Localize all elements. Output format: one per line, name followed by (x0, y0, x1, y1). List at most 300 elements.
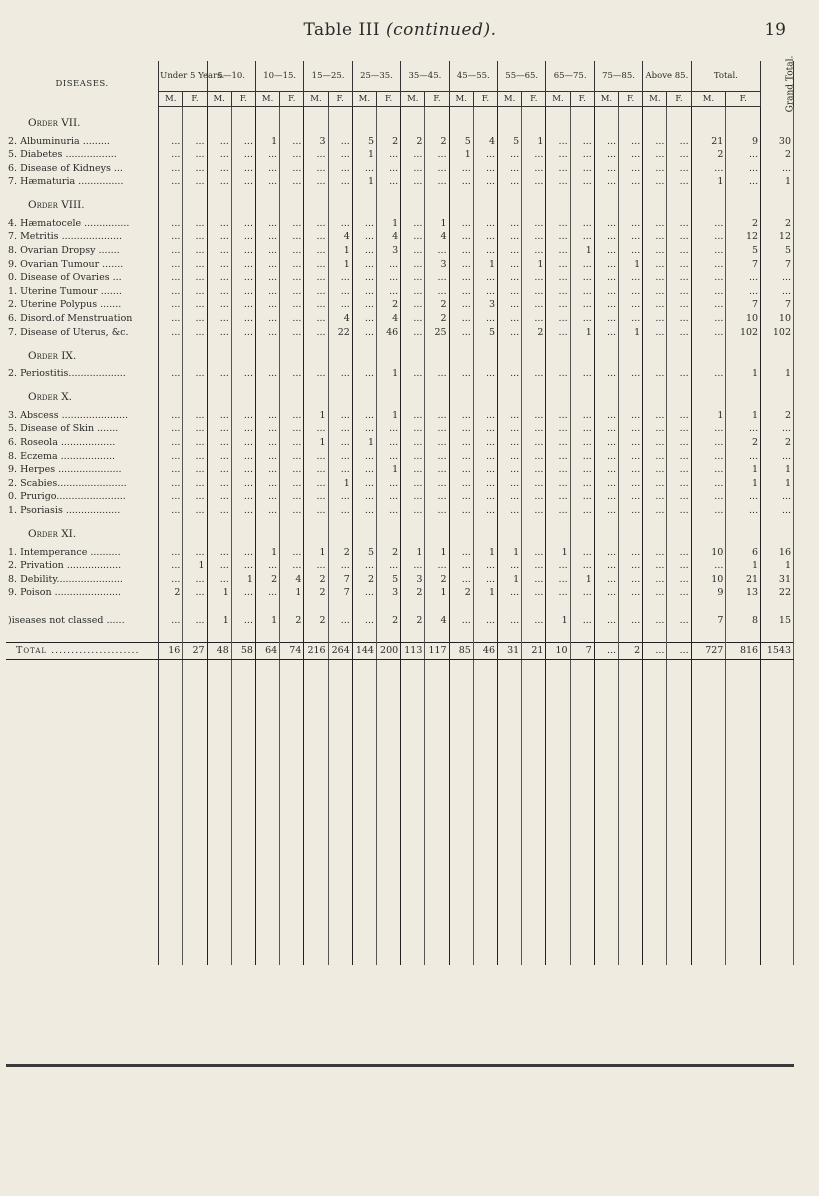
value-cell: 2 (761, 409, 794, 423)
value-cell (449, 189, 473, 217)
value-cell: ... (473, 148, 497, 162)
value-cell (643, 107, 667, 135)
value-cell: 1 (726, 463, 761, 477)
value-cell: 1 (376, 409, 400, 423)
value-cell: ... (643, 504, 667, 518)
value-cell: ... (570, 367, 594, 381)
value-cell: ... (546, 504, 570, 518)
value-cell: 10 (691, 573, 726, 587)
value-cell (594, 659, 618, 965)
disease-label: 2. Uterine Polypus ....... (6, 298, 159, 312)
value-cell: 12 (726, 230, 761, 244)
value-cell: 1 (376, 463, 400, 477)
value-cell: 2 (761, 217, 794, 231)
value-cell: ... (619, 298, 643, 312)
value-cell: ... (594, 298, 618, 312)
male-header: M. (449, 92, 473, 107)
value-cell: ... (667, 586, 691, 600)
value-cell (183, 628, 207, 643)
value-cell: ... (498, 258, 522, 272)
value-cell: ... (726, 148, 761, 162)
value-cell: ... (522, 409, 546, 423)
value-cell (401, 518, 425, 546)
value-cell: ... (425, 559, 449, 573)
value-cell: ... (255, 422, 279, 436)
value-cell: 1 (425, 586, 449, 600)
value-cell (328, 628, 352, 643)
value-cell: ... (619, 312, 643, 326)
value-cell (643, 659, 667, 965)
age-group-header: 45—55. (449, 61, 497, 92)
value-cell: ... (473, 490, 497, 504)
table-row (6, 409, 794, 423)
value-cell: ... (570, 230, 594, 244)
table-row (6, 367, 794, 381)
value-cell: ... (280, 135, 304, 149)
value-cell: 1 (207, 614, 231, 628)
value-cell: ... (643, 586, 667, 600)
table-row (6, 436, 794, 450)
value-cell: 4 (328, 230, 352, 244)
value-cell: ... (231, 586, 255, 600)
value-cell: 1 (255, 614, 279, 628)
disease-label: 7. Hæmaturia ............... (6, 175, 159, 189)
value-cell: ... (304, 162, 328, 176)
value-cell: ... (207, 546, 231, 560)
value-cell (726, 600, 761, 614)
value-cell: ... (619, 586, 643, 600)
male-header: M. (352, 92, 376, 107)
table-row (6, 546, 794, 560)
value-cell (449, 600, 473, 614)
value-cell: ... (643, 559, 667, 573)
value-cell: ... (376, 436, 400, 450)
value-cell: ... (570, 271, 594, 285)
value-cell: ... (255, 559, 279, 573)
value-cell: ... (522, 217, 546, 231)
value-cell: ... (570, 422, 594, 436)
value-cell: ... (352, 586, 376, 600)
value-cell: ... (255, 463, 279, 477)
value-cell: ... (304, 244, 328, 258)
value-cell (352, 628, 376, 643)
value-cell (207, 189, 231, 217)
value-cell: ... (352, 367, 376, 381)
value-cell: ... (643, 175, 667, 189)
value-cell: ... (255, 298, 279, 312)
value-cell (546, 339, 570, 367)
value-cell: ... (304, 477, 328, 491)
value-cell (570, 381, 594, 409)
value-cell: ... (726, 490, 761, 504)
value-cell (352, 381, 376, 409)
value-cell (231, 189, 255, 217)
value-cell (619, 600, 643, 614)
value-cell: ... (570, 135, 594, 149)
value-cell: ... (376, 504, 400, 518)
value-cell: ... (159, 504, 183, 518)
value-cell: ... (691, 559, 726, 573)
value-cell: ... (473, 450, 497, 464)
value-cell: ... (667, 162, 691, 176)
value-cell: ... (207, 148, 231, 162)
value-cell (255, 381, 279, 409)
value-cell: ... (401, 244, 425, 258)
page-number: 19 (764, 20, 786, 40)
value-cell: 9 (691, 586, 726, 600)
value-cell: ... (498, 298, 522, 312)
value-cell: ... (401, 326, 425, 340)
value-cell: ... (691, 463, 726, 477)
value-cell: ... (231, 258, 255, 272)
value-cell: ... (594, 244, 618, 258)
value-cell: ... (401, 175, 425, 189)
value-cell (352, 339, 376, 367)
value-cell: ... (231, 559, 255, 573)
female-header: F. (328, 92, 352, 107)
value-cell: ... (255, 162, 279, 176)
value-cell: ... (401, 450, 425, 464)
value-cell: 10 (546, 642, 570, 659)
value-cell: ... (231, 463, 255, 477)
value-cell: ... (522, 559, 546, 573)
value-cell: ... (473, 230, 497, 244)
value-cell: 1 (691, 409, 726, 423)
value-cell: ... (498, 450, 522, 464)
value-cell: ... (304, 175, 328, 189)
value-cell: 1 (473, 546, 497, 560)
order-heading-row (6, 107, 794, 135)
value-cell: ... (231, 367, 255, 381)
table-row (6, 148, 794, 162)
value-cell (619, 339, 643, 367)
age-group-header: 15—25. (304, 61, 352, 92)
value-cell: 46 (473, 642, 497, 659)
value-cell (280, 381, 304, 409)
value-cell: ... (522, 546, 546, 560)
value-cell: ... (619, 148, 643, 162)
grand-total-header (761, 55, 796, 113)
value-cell: ... (619, 409, 643, 423)
value-cell (667, 628, 691, 643)
value-cell: ... (376, 559, 400, 573)
value-cell: ... (546, 422, 570, 436)
value-cell: ... (619, 422, 643, 436)
value-cell: 5 (352, 135, 376, 149)
female-header: F. (473, 92, 497, 107)
value-cell (352, 189, 376, 217)
value-cell: ... (401, 148, 425, 162)
value-cell: ... (376, 422, 400, 436)
table-row (6, 244, 794, 258)
value-cell (401, 107, 425, 135)
value-cell: 1 (207, 586, 231, 600)
table-row (6, 298, 794, 312)
disease-label: 8. Debility...................... (6, 573, 159, 587)
value-cell: ... (304, 285, 328, 299)
value-cell (207, 628, 231, 643)
value-cell: 1 (401, 546, 425, 560)
value-cell: ... (473, 175, 497, 189)
value-cell: ... (761, 490, 794, 504)
value-cell: 1 (328, 244, 352, 258)
order-heading: Order X. (6, 381, 159, 409)
value-cell: ... (401, 422, 425, 436)
value-cell: ... (619, 450, 643, 464)
value-cell (570, 189, 594, 217)
value-cell: ... (231, 162, 255, 176)
value-cell: ... (594, 573, 618, 587)
value-cell (304, 189, 328, 217)
value-cell: ... (643, 614, 667, 628)
value-cell: 22 (761, 586, 794, 600)
value-cell (498, 628, 522, 643)
age-group-header: 5—10. (207, 61, 255, 92)
disease-table (6, 55, 796, 965)
value-cell: ... (159, 312, 183, 326)
value-cell: ... (159, 477, 183, 491)
value-cell (449, 339, 473, 367)
value-cell (473, 628, 497, 643)
value-cell: ... (522, 244, 546, 258)
value-cell: ... (401, 285, 425, 299)
value-cell: ... (619, 559, 643, 573)
value-cell: ... (280, 230, 304, 244)
value-cell: 8 (726, 614, 761, 628)
value-cell: ... (570, 463, 594, 477)
value-cell (726, 339, 761, 367)
value-cell: ... (619, 230, 643, 244)
value-cell (667, 600, 691, 614)
value-cell: ... (619, 271, 643, 285)
value-cell: 48 (207, 642, 231, 659)
value-cell: ... (667, 559, 691, 573)
value-cell (522, 107, 546, 135)
value-cell: ... (449, 367, 473, 381)
female-header: F. (425, 92, 449, 107)
value-cell: ... (594, 312, 618, 326)
value-cell: ... (473, 422, 497, 436)
value-cell (546, 518, 570, 546)
value-cell: 816 (726, 642, 761, 659)
value-cell: ... (546, 148, 570, 162)
value-cell: 3 (401, 573, 425, 587)
value-cell: 10 (691, 546, 726, 560)
male-header: M. (401, 92, 425, 107)
value-cell: ... (352, 326, 376, 340)
value-cell: ... (207, 490, 231, 504)
value-cell: 2 (425, 135, 449, 149)
value-cell: 1 (376, 217, 400, 231)
value-cell (522, 339, 546, 367)
value-cell: 7 (726, 258, 761, 272)
value-cell: 2 (425, 573, 449, 587)
value-cell: 4 (376, 312, 400, 326)
value-cell (498, 518, 522, 546)
value-cell: ... (425, 504, 449, 518)
value-cell (159, 339, 183, 367)
value-cell: 27 (183, 642, 207, 659)
value-cell (619, 628, 643, 643)
disease-cell (6, 659, 159, 965)
value-cell: 117 (425, 642, 449, 659)
value-cell: 1 (425, 217, 449, 231)
disease-label: 9. Herpes ..................... (6, 463, 159, 477)
value-cell (498, 107, 522, 135)
value-cell: ... (546, 326, 570, 340)
value-cell (207, 518, 231, 546)
value-cell: ... (594, 490, 618, 504)
value-cell (183, 189, 207, 217)
value-cell: ... (498, 271, 522, 285)
value-cell: ... (619, 244, 643, 258)
value-cell: ... (594, 504, 618, 518)
value-cell: ... (352, 298, 376, 312)
value-cell: ... (498, 559, 522, 573)
value-cell (304, 518, 328, 546)
value-cell: ... (183, 463, 207, 477)
total-label: Total ...................... (6, 642, 159, 659)
table-row (6, 312, 794, 326)
value-cell (328, 107, 352, 135)
value-cell: ... (546, 285, 570, 299)
value-cell: ... (667, 450, 691, 464)
value-cell (667, 518, 691, 546)
value-cell: ... (594, 175, 618, 189)
value-cell: ... (280, 546, 304, 560)
value-cell: ... (498, 312, 522, 326)
value-cell (159, 600, 183, 614)
value-cell: ... (546, 258, 570, 272)
value-cell: ... (473, 217, 497, 231)
value-cell: ... (726, 422, 761, 436)
value-cell: ... (522, 504, 546, 518)
value-cell: 216 (304, 642, 328, 659)
value-cell: ... (570, 504, 594, 518)
value-cell (425, 189, 449, 217)
value-cell: ... (498, 586, 522, 600)
value-cell (304, 659, 328, 965)
value-cell: ... (473, 559, 497, 573)
value-cell: ... (255, 244, 279, 258)
value-cell: ... (376, 477, 400, 491)
value-cell: ... (328, 504, 352, 518)
value-cell (726, 659, 761, 965)
value-cell: ... (304, 463, 328, 477)
value-cell: ... (449, 217, 473, 231)
value-cell: ... (159, 490, 183, 504)
value-cell: 2 (376, 546, 400, 560)
value-cell: 2 (761, 436, 794, 450)
disease-label: 0. Disease of Ovaries ... (6, 271, 159, 285)
value-cell: ... (667, 490, 691, 504)
value-cell (667, 189, 691, 217)
value-cell: 16 (159, 642, 183, 659)
value-cell: ... (352, 422, 376, 436)
value-cell: 3 (376, 244, 400, 258)
value-cell: ... (667, 614, 691, 628)
table-row (6, 285, 794, 299)
value-cell (667, 107, 691, 135)
value-cell: ... (667, 217, 691, 231)
female-header: F. (619, 92, 643, 107)
value-cell: ... (207, 573, 231, 587)
value-cell: ... (667, 546, 691, 560)
value-cell: ... (449, 504, 473, 518)
value-cell: ... (643, 573, 667, 587)
value-cell: ... (498, 244, 522, 258)
value-cell: ... (726, 285, 761, 299)
value-cell: ... (667, 573, 691, 587)
value-cell: ... (691, 367, 726, 381)
value-cell (425, 600, 449, 614)
value-cell: ... (231, 326, 255, 340)
value-cell: 7 (691, 614, 726, 628)
value-cell (522, 628, 546, 643)
value-cell: ... (159, 217, 183, 231)
value-cell (425, 107, 449, 135)
value-cell (231, 628, 255, 643)
value-cell: ... (328, 559, 352, 573)
value-cell: ... (231, 298, 255, 312)
value-cell: ... (594, 586, 618, 600)
table-row (6, 258, 794, 272)
value-cell: ... (594, 559, 618, 573)
value-cell: ... (522, 367, 546, 381)
disease-cell (6, 628, 159, 643)
value-cell: ... (546, 271, 570, 285)
value-cell: ... (667, 367, 691, 381)
disease-label: 1. Psoriasis .................. (6, 504, 159, 518)
value-cell: ... (304, 326, 328, 340)
value-cell (255, 628, 279, 643)
value-cell: ... (726, 162, 761, 176)
value-cell: ... (522, 436, 546, 450)
value-cell: ... (570, 559, 594, 573)
value-cell: ... (546, 175, 570, 189)
value-cell: ... (328, 217, 352, 231)
value-cell (761, 628, 794, 643)
value-cell: ... (570, 546, 594, 560)
value-cell (159, 107, 183, 135)
value-cell: ... (691, 312, 726, 326)
value-cell: ... (255, 477, 279, 491)
value-cell: ... (425, 463, 449, 477)
value-cell: ... (231, 422, 255, 436)
value-cell: ... (231, 135, 255, 149)
disease-label: 0. Prurigo....................... (6, 490, 159, 504)
value-cell: ... (667, 409, 691, 423)
value-cell (691, 518, 726, 546)
table-row (6, 559, 794, 573)
value-cell (473, 339, 497, 367)
value-cell (761, 339, 794, 367)
value-cell: ... (498, 367, 522, 381)
value-cell (328, 189, 352, 217)
disease-label: 2. Periostitis................... (6, 367, 159, 381)
value-cell (619, 518, 643, 546)
value-cell: 2 (376, 135, 400, 149)
value-cell: ... (498, 504, 522, 518)
value-cell: ... (376, 148, 400, 162)
value-cell (376, 600, 400, 614)
female-header: F. (570, 92, 594, 107)
value-cell: ... (449, 312, 473, 326)
value-cell: ... (376, 162, 400, 176)
value-cell: 2 (159, 586, 183, 600)
value-cell: ... (352, 258, 376, 272)
value-cell (570, 659, 594, 965)
